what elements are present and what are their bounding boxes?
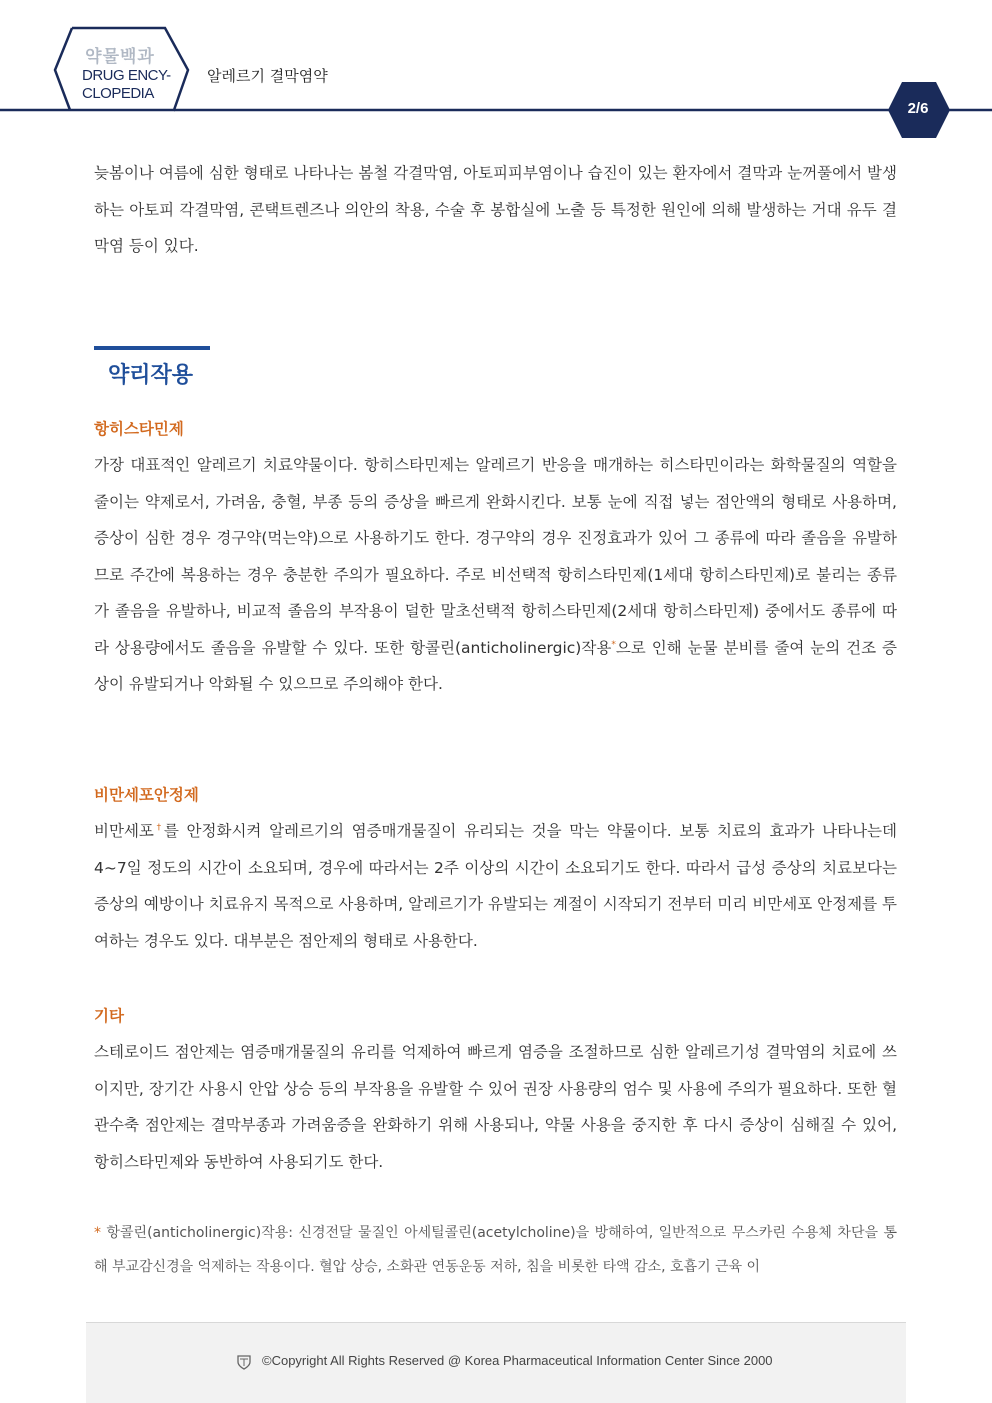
- section-title: 약리작용: [108, 363, 194, 388]
- footnote-mark: †: [153, 823, 164, 833]
- section-title-bar: [94, 346, 210, 350]
- intro-block: [94, 155, 897, 265]
- logo-english-line2: CLOPEDIA: [82, 85, 154, 102]
- page-number: 2/6: [907, 100, 929, 117]
- logo-hexagon-left: [55, 28, 72, 110]
- shield-emblem-icon: [236, 1354, 252, 1370]
- footnote: [94, 1216, 897, 1284]
- footnote-mark: *: [611, 639, 616, 650]
- page-header: [0, 0, 992, 140]
- intro-paragraph: 늦봄이나 여름에 심한 형태로 나타나는 봄철 각결막염, 아토피피부염이나 습진이 있는 환자에서 결막과 눈꺼풀에서 발생하는 아토피 각결막염, 콘택트렌즈나 의안의 착용, 수술 후 봉합실에 노출 등 특정한 원인에 의해 발생하는 거대 유두 결막염 등이 있다.: [94, 164, 897, 255]
- body-text: 를 안정화시켜 알레르기의 염증매개물질이 유리되는 것을 막는 약물이다. 보통 치료의 효과가 나타나는데 4~7일 정도의 시간이 소요되며, 경우에 따라서는 2주 이상의 시간이 소요되기도 한다. 따라서 급성 증상의 치료보다는 증상의 예방이나 치료유지 목적으로 사용하며, 알레르기가 유발되는 계절이 시작되기 전부터 미리 비만세포 안정제를 투여하는 경우도 있다. 대부분은 점안제의 형태로 사용한다.: [94, 822, 898, 950]
- footnote-star: *: [94, 1225, 101, 1241]
- body-text: 으로 인해 눈물 분비를 줄여 눈의 건조 증상이 유발되거나 악화될 수 있으므로 주의해야 한다.: [94, 638, 898, 693]
- subsection-heading-mast-cell: 비만세포안정제: [94, 786, 199, 804]
- document-title: 알레르기 결막염약: [207, 67, 328, 85]
- footnote-text: 항콜린(anticholinergic)작용: 신경전달 물질인 아세틸콜린(acetylcholine)을 방해하여, 일반적으로 무스카린 수용체 차단을 통해 부교감신경을 억제하는 작용이다. 혈압 상승, 소화관 연동운동 저하, 침을 비롯한 타액 감소, 호흡기 근육 이: [94, 1225, 897, 1275]
- subsection-heading-other: 기타: [94, 1007, 124, 1025]
- subsection-heading-antihistamine: 항히스타민제: [94, 420, 184, 438]
- subsection-body-other: [94, 1034, 897, 1180]
- body-text: 가장 대표적인 알레르기 치료약물이다. 항히스타민제는 알레르기 반응을 매개하는 히스타민이라는 화학물질의 역할을 줄이는 약제로서, 가려움, 충혈, 부종 등의 증상을 빠르게 완화시킨다. 보통 눈에 직접 넣는 점안액의 형태로 사용하며, 증상이 심한 경우 경구약(먹는약)으로 사용하기도 한다. 경구약의 경우 진정효과가 있어 그 종류에 따라 졸음을 유발하므로 주간에 복용하는 경우 충분한 주의가 필요하다. 주로 비선택적 항히스타민제(1세대 항히스타민제)로 불리는 종류가 졸음을 유발하나, 비교적 졸음의 부작용이 덜한 말초선택적 항히스타민제(2세대 항히스타민제) 중에서도 종류에 따라 상용량에서도 졸음을 유발할 수 있다. 또한 항콜린(anticholinergic)작용: [94, 456, 897, 657]
- body-text: 스테로이드 점안제는 염증매개물질의 유리를 억제하여 빠르게 염증을 조절하므로 심한 알레르기성 결막염의 치료에 쓰이지만, 장기간 사용시 안압 상승 등의 부작용을 유발할 수 있어 권장 사용량의 엄수 및 사용에 주의가 필요하다. 또한 혈관수축 점안제는 결막부종과 가려움증을 완화하기 위해 사용되나, 약물 사용을 중지한 후 다시 증상이 심해질 수 있어, 항히스타민제와 동반하여 사용되기도 한다.: [94, 1043, 897, 1171]
- subsection-body-antihistamine: [94, 447, 897, 703]
- subsection-body-mast-cell: [94, 813, 897, 959]
- logo-english-line1: DRUG ENCY-: [82, 67, 171, 84]
- logo-korean: 약물백과: [85, 47, 155, 67]
- body-text: 비만세포: [94, 822, 154, 840]
- copyright-text: ©Copyright All Rights Reserved @ Korea Pharmaceutical Information Center Since 2000: [262, 1353, 773, 1368]
